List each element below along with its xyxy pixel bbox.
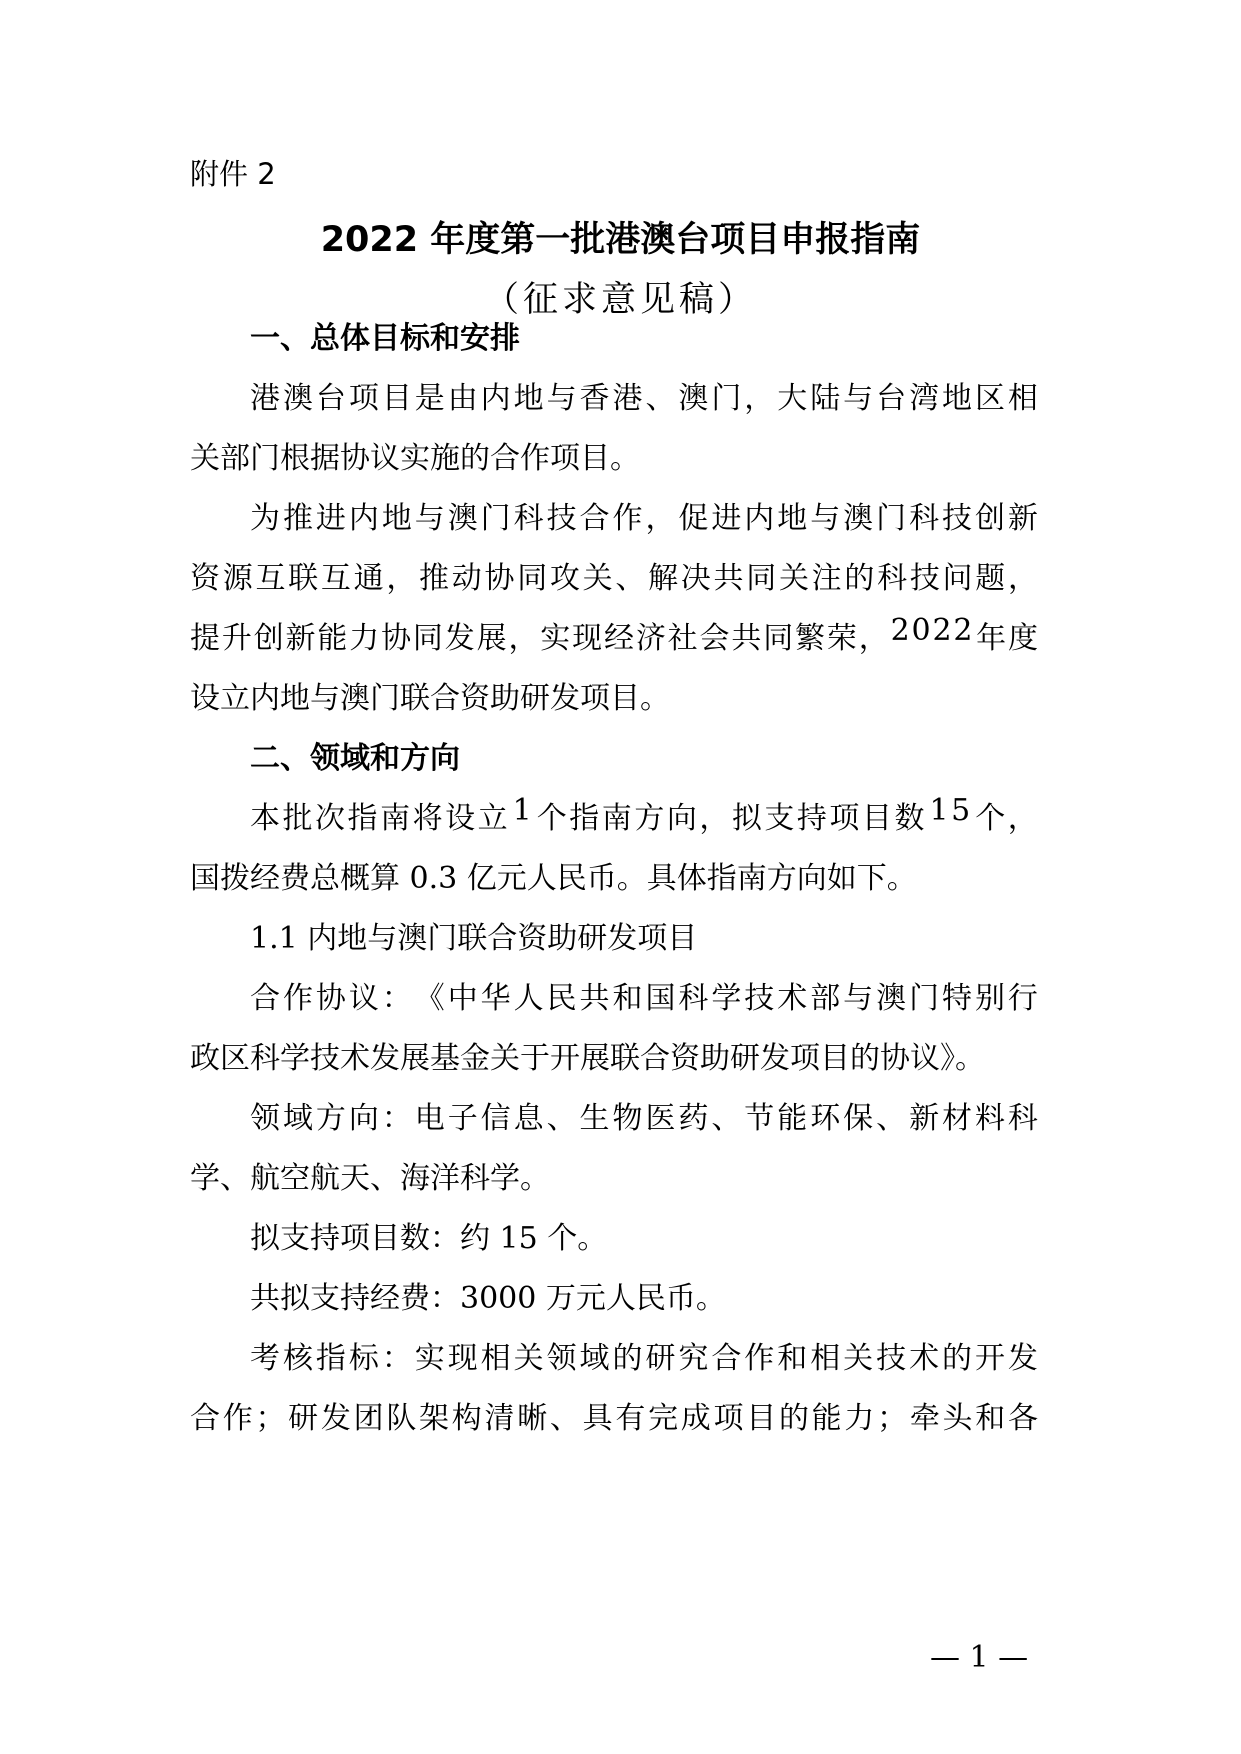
document-subtitle: （征求意见稿）: [483, 280, 757, 320]
section-heading-fields: 二、领域和方向: [250, 741, 460, 776]
paragraph-line: 为 推 进 内 地 与 澳 门 科 技 合 作 ， 促 进 内 地 与 澳 门 科 技 创 新: [250, 501, 1038, 536]
paragraph-line: 政区科学技术发展基金关于开展联合资助研发项目的协议》。: [190, 1041, 985, 1076]
page-number: — 1 —: [930, 1640, 1029, 1675]
funding-line: 共拟支持经费：3000 万元人民币。: [250, 1281, 726, 1316]
paragraph-line: 国拨经费总概算 0.3 亿元人民币。具体指南方向如下。: [190, 861, 917, 896]
paragraph-line: 学、航空航天、海洋科学。: [190, 1161, 550, 1196]
paragraph-line: 资 源 互 联 互 通 ， 推 动 协 同 攻 关 、 解 决 共 同 关 注 的 科 技 问 题 ，: [190, 561, 1038, 596]
paragraph-line: 关部门根据协议实施的合作项目。: [190, 441, 640, 476]
paragraph-line: 合 作 ； 研 发 团 队 架 构 清 晰 、 具 有 完 成 项 目 的 能 力 ； 牵 头 和 各: [190, 1401, 1038, 1436]
paragraph-line: 提 升 创 新 能 力 协 同 发 展 ， 实 现 经 济 社 会 共 同 繁 荣 ， 2 0 2 2 年 度: [190, 613, 1038, 656]
paragraph-line: 本 批 次 指 南 将 设 立 1 个 指 南 方 向 ， 拟 支 持 项 目 数 1 5 个 ，: [250, 793, 1038, 836]
paragraph-line: 港 澳 台 项 目 是 由 内 地 与 香 港 、 澳 门 ， 大 陆 与 台 湾 地 区 相: [250, 381, 1038, 416]
paragraph-line: 考 核 指 标 ： 实 现 相 关 领 域 的 研 究 合 作 和 相 关 技 术 的 开 发: [250, 1341, 1038, 1376]
paragraph-line: 合 作 协 议 ： 《 中 华 人 民 共 和 国 科 学 技 术 部 与 澳 门 特 别 行: [250, 981, 1038, 1016]
attachment-label: 附件 2: [190, 157, 276, 191]
document-title: 2022 年度第一批港澳台项目申报指南: [320, 220, 921, 260]
paragraph-line: 设立内地与澳门联合资助研发项目。: [190, 681, 670, 716]
section-heading-goals: 一、总体目标和安排: [250, 321, 520, 356]
subsection-title: 1.1 内地与澳门联合资助研发项目: [250, 921, 698, 956]
paragraph-line: 领 域 方 向 ： 电 子 信 息 、 生 物 医 药 、 节 能 环 保 、 新 材 料 科: [250, 1101, 1038, 1136]
project-count-line: 拟支持项目数：约 15 个。: [250, 1221, 608, 1256]
